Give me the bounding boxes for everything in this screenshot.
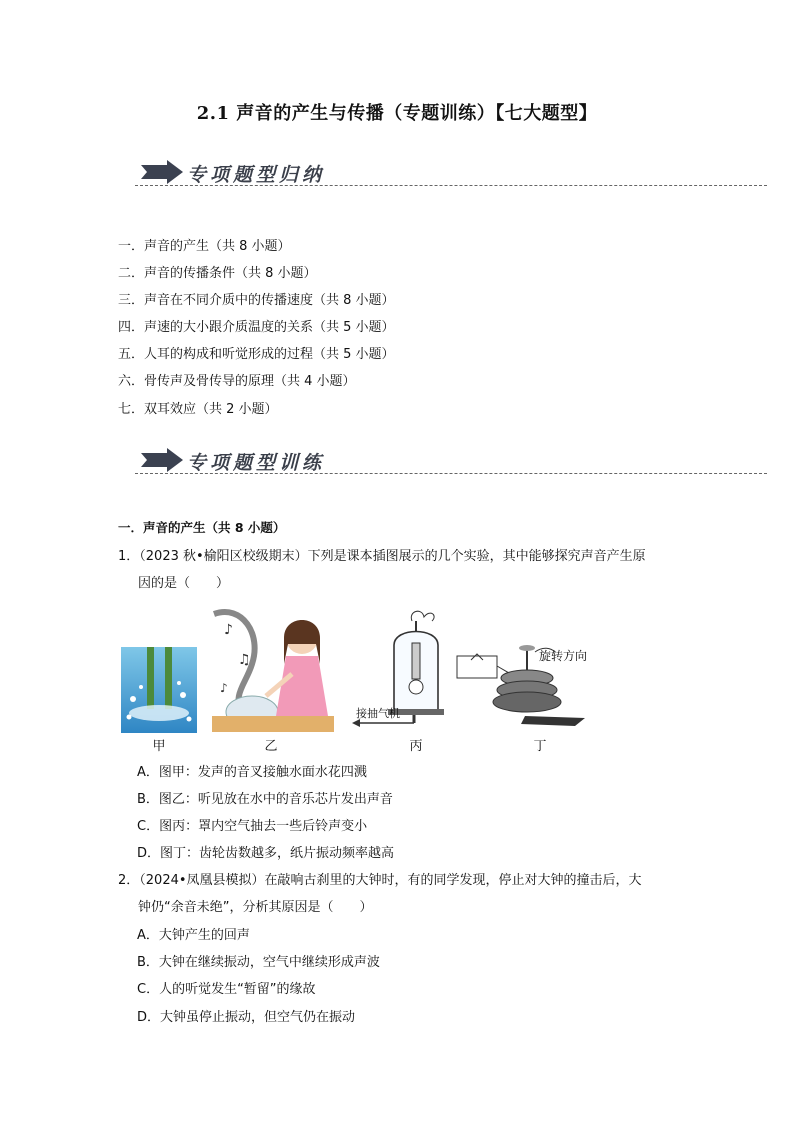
figure-bell-jar — [352, 605, 444, 729]
figure-label-jia: 甲 — [152, 739, 166, 754]
dashed-divider — [135, 473, 767, 474]
toc-item-3[interactable]: 三．声音在不同介质中的传播速度（共 8 小题） — [118, 293, 395, 308]
section-banner-training — [135, 446, 767, 480]
svg-text:♪: ♪ — [224, 622, 233, 638]
question-1 — [118, 547, 678, 594]
toc-item-2[interactable]: 二．声音的传播条件（共 8 小题） — [118, 266, 317, 281]
q2-option-a[interactable]: A．大钟产生的回声 — [137, 928, 250, 943]
q1-option-a[interactable]: A．图甲：发声的音叉接触水面水花四溅 — [137, 765, 367, 780]
figure-label-bing: 丙 — [409, 739, 423, 754]
figure-tuning-fork-water — [121, 647, 197, 733]
question-1-line1: 1．（2023 秋•榆阳区校级期末）下列是课本插图展示的几个实验，其中能够探究声音产生原 — [118, 549, 646, 564]
section-banner-summary — [135, 158, 767, 192]
q1-option-b[interactable]: B．图乙：听见放在水中的音乐芯片发出声音 — [137, 792, 393, 807]
svg-text:♫: ♫ — [238, 652, 251, 668]
banner-label: 专项题型训练 — [187, 452, 326, 474]
section-heading: 一．声音的产生（共 8 小题） — [118, 520, 286, 535]
question-1-line2: 因的是（ ） — [138, 576, 230, 591]
banner-label: 专项题型归纳 — [187, 164, 326, 186]
q1-option-d[interactable]: D．图丁：齿轮齿数越多，纸片振动频率越高 — [137, 846, 395, 861]
figure-girl-music-chip — [212, 604, 334, 734]
arrow-icon — [139, 160, 183, 184]
pump-label: 接抽气机 — [356, 707, 400, 720]
question-2-line1: 2．（2024•凤凰县模拟）在敲响古刹里的大钟时，有的同学发现，停止对大钟的撞击后，大 — [118, 873, 642, 888]
question-2-line2: 钟仍“余音未绝”，分析其原因是（ ） — [138, 900, 373, 915]
q2-option-b[interactable]: B．大钟在继续振动，空气中继续形成声波 — [137, 955, 380, 970]
toc-item-6[interactable]: 六．骨传声及骨传导的原理（共 4 小题） — [118, 374, 356, 389]
page-title: 2.1 声音的产生与传播（专题训练）【七大题型】 — [196, 103, 598, 124]
q2-option-c[interactable]: C．人的听觉发生“暂留”的缘故 — [137, 982, 316, 997]
svg-text:♪: ♪ — [220, 681, 228, 695]
toc-item-7[interactable]: 七．双耳效应（共 2 小题） — [118, 402, 278, 417]
rotate-label: 旋转方向 — [539, 649, 588, 663]
figure-label-yi: 乙 — [264, 739, 278, 754]
q1-option-c[interactable]: C．图丙：罩内空气抽去一些后铃声变小 — [137, 819, 368, 834]
toc-item-1[interactable]: 一．声音的产生（共 8 小题） — [118, 239, 291, 254]
q2-option-d[interactable]: D．大钟虽停止振动，但空气仍在振动 — [137, 1010, 356, 1025]
figure-label-ding: 丁 — [533, 739, 547, 754]
toc-item-5[interactable]: 五．人耳的构成和听觉形成的过程（共 5 小题） — [118, 347, 395, 362]
arrow-icon — [139, 448, 183, 472]
figure-rotating-gears — [455, 640, 620, 732]
dashed-divider — [135, 185, 767, 186]
toc-item-4[interactable]: 四．声速的大小跟介质温度的关系（共 5 小题） — [118, 320, 395, 335]
question-2 — [118, 871, 678, 918]
